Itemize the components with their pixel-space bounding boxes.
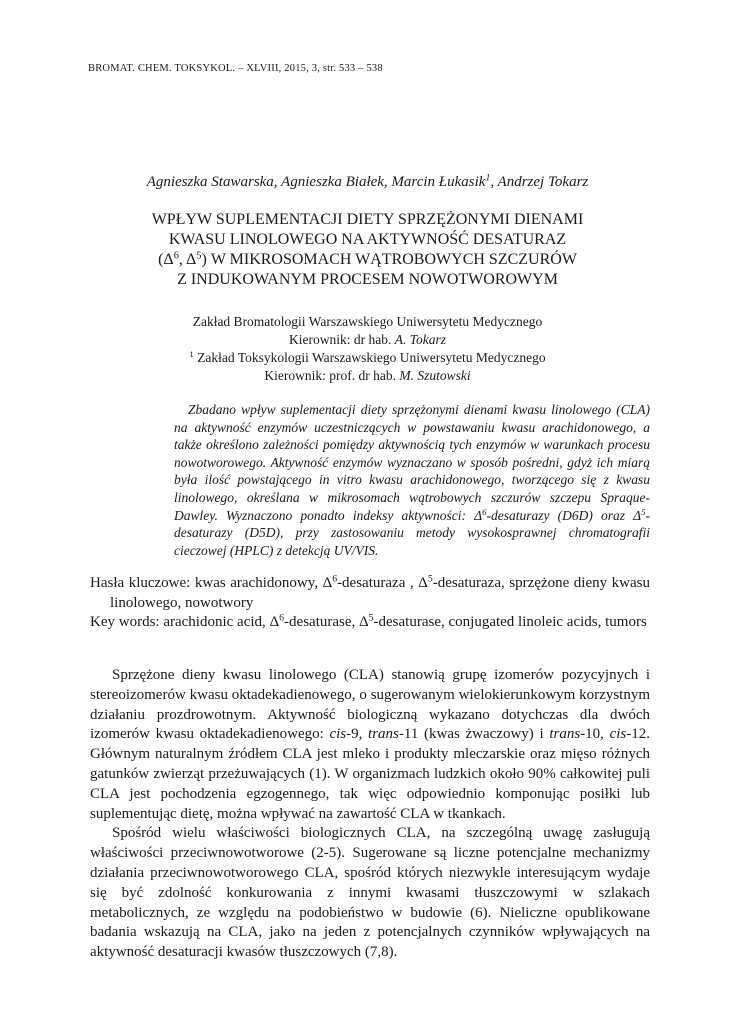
kw-en-sup-5: 5	[368, 612, 374, 624]
title-sup-5: 5	[196, 250, 202, 262]
head-2-prefix: Kierownik: prof. dr hab.	[264, 368, 400, 383]
keywords-polish	[90, 574, 650, 613]
affiliation-head-1	[100, 331, 635, 349]
kw-pl-sup-6: 6	[332, 573, 338, 585]
keywords-en-line	[90, 613, 650, 633]
head-1-name: A. Tokarz	[394, 332, 446, 347]
paragraph-2: Spośród wielu właściwości biologicznych CLA, na szczególną uwagę zasługują właściwości przeciwnowotworowe (2-5). Sugerowane są liczne potencjalne mechanizmy działania przeciwnowotworowego CLA, spośród których niezwykle interesującym wydaje się być zdolność konkurowania z innymi kwasami tłuszczowymi w szlakach metabolicznych, ze względu na podobieństwo w budowie (6). Nieliczne opublikowane badania wskazują na CLA, jako na jeden z potencjalnych czynników wpływających na aktywność desaturacji kwasów tłuszczowych (7,8).	[90, 825, 650, 961]
kw-en-b: -desaturase, Δ	[284, 614, 369, 630]
title-delta-sep: , Δ	[178, 251, 197, 268]
p1-text-c: -11 (kwas żwaczowy) i	[398, 726, 550, 743]
title-line-3	[90, 250, 645, 270]
abstract-sup-6: 6	[482, 506, 487, 517]
affiliation-dept-2	[100, 349, 635, 367]
kw-pl-a: Hasła kluczowe: kwas arachidonowy, Δ	[90, 575, 333, 591]
title-line-3-rest: ) W MIKROSOMACH WĄTROBOWYCH SZCZURÓW	[201, 251, 577, 268]
title-line-1: WPŁYW SUPLEMENTACJI DIETY SPRZĘŻONYMI DIENAMI	[151, 211, 584, 228]
authors-last: , Andrzej Tokarz	[490, 174, 589, 190]
p1-trans-11: trans	[368, 726, 399, 743]
p1-trans-10: trans	[549, 726, 581, 743]
p1-text-d: -10,	[580, 726, 610, 743]
head-2-name: M. Szutowski	[399, 368, 471, 383]
affiliation-mark: 1	[189, 349, 194, 360]
article-title	[90, 210, 645, 290]
title-delta-open: (Δ	[158, 251, 174, 268]
title-line-2: KWASU LINOLOWEGO NA AKTYWNOŚĆ DESATURAZ	[168, 231, 567, 248]
affiliation-dept-1: Zakład Bromatologii Warszawskiego Uniwersytetu Medycznego	[192, 314, 543, 329]
abstract-text-2: -desaturazy (D6D) oraz Δ	[486, 507, 642, 523]
affiliation-head-2	[100, 367, 635, 385]
author-affiliation-mark: 1	[485, 172, 491, 184]
kw-en-sup-6: 6	[279, 612, 285, 624]
abstract-text-1: Zbadano wpływ suplementacji diety sprzężonymi dienami kwasu linolowego (CLA) na aktywność enzymów uczestniczących w powstawaniu kwasu arachidonowego, a także określono zależności pomiędzy aktywnością tych enzymów w warunkach procesu nowotworowego. Aktywność enzymów wyznaczano w sposób pośredni, gdyż ich miarą była ilość powstającego in vitro kwasu arachidonowego, tworzącego się z kwasu linolowego, określana w mikrosomach wątrobowych szczurów szczepu Spraque-Dawley. Wyznaczono ponadto indeksy aktywności: Δ	[174, 402, 650, 523]
authors-main: Agnieszka Stawarska, Agnieszka Białek, Marcin Łukasik	[146, 174, 486, 190]
body-text	[90, 666, 650, 963]
kw-pl-b: -desaturaza , Δ	[337, 575, 428, 591]
kw-pl-c: -desaturaza, sprzężone dieny kwasu linolowego, nowotwory	[110, 575, 650, 611]
p1-text-a: Sprzężone dieny kwasu linolowego (CLA) stanowią grupę izomerów pozycyjnych i stereoizomerów kwasu oktadekadienowego, o sugerowanym wielokierunkowym korzystnym działaniu prozdrowotnym. Aktywność biologiczną wykazano dotychczas dla dwóch izomerów kwasu oktadekadienowego:	[90, 667, 650, 743]
paragraph-1	[90, 666, 650, 824]
p1-cis-9: cis	[329, 726, 347, 743]
title-sup-6: 6	[173, 250, 179, 262]
dept-2-name: Zakład Toksykologii Warszawskiego Uniwersytetu Medycznego	[193, 350, 546, 365]
abstract-text-3: -desaturazy (D5D), przy zastosowaniu metody wysokosprawnej chromatografii cieczowej (HPLC) z detekcją UV/VIS.	[174, 507, 650, 558]
kw-pl-sup-5: 5	[427, 573, 433, 585]
title-line-4: Z INDUKOWANYM PROCESEM NOWOTWOROWYM	[177, 271, 558, 288]
p1-text-b: -9,	[346, 726, 369, 743]
head-1-prefix: Kierownik: dr hab.	[289, 332, 395, 347]
keywords-english	[90, 613, 650, 633]
authors-line	[0, 174, 735, 191]
abstract	[174, 401, 650, 559]
kw-en-c: -desaturase, conjugated linoleic acids, tumors	[373, 614, 647, 630]
keywords-pl-line	[90, 574, 650, 613]
journal-citation: BROMAT. CHEM. TOKSYKOL. – XLVIII, 2015, 3, str. 533 – 538	[88, 63, 383, 74]
affiliations	[100, 313, 635, 385]
p1-text-e: -12. Głównym naturalnym źródłem CLA jest mleko i produkty mleczarskie oraz mięso różnych gatunków zwierząt przeżuwających (1). W organizmach ludzkich około 90% całkowitej puli CLA jest pochodzenia egzogennego, tak więc odpowiednio komponując posiłki lub suplementując dietę, można wpływać na zawartość CLA w tkankach.	[90, 726, 650, 822]
abstract-sup-5: 5	[641, 506, 646, 517]
journal-header	[88, 63, 383, 74]
p1-cis-12: cis	[609, 726, 627, 743]
kw-en-a: Key words: arachidonic acid, Δ	[90, 614, 280, 630]
